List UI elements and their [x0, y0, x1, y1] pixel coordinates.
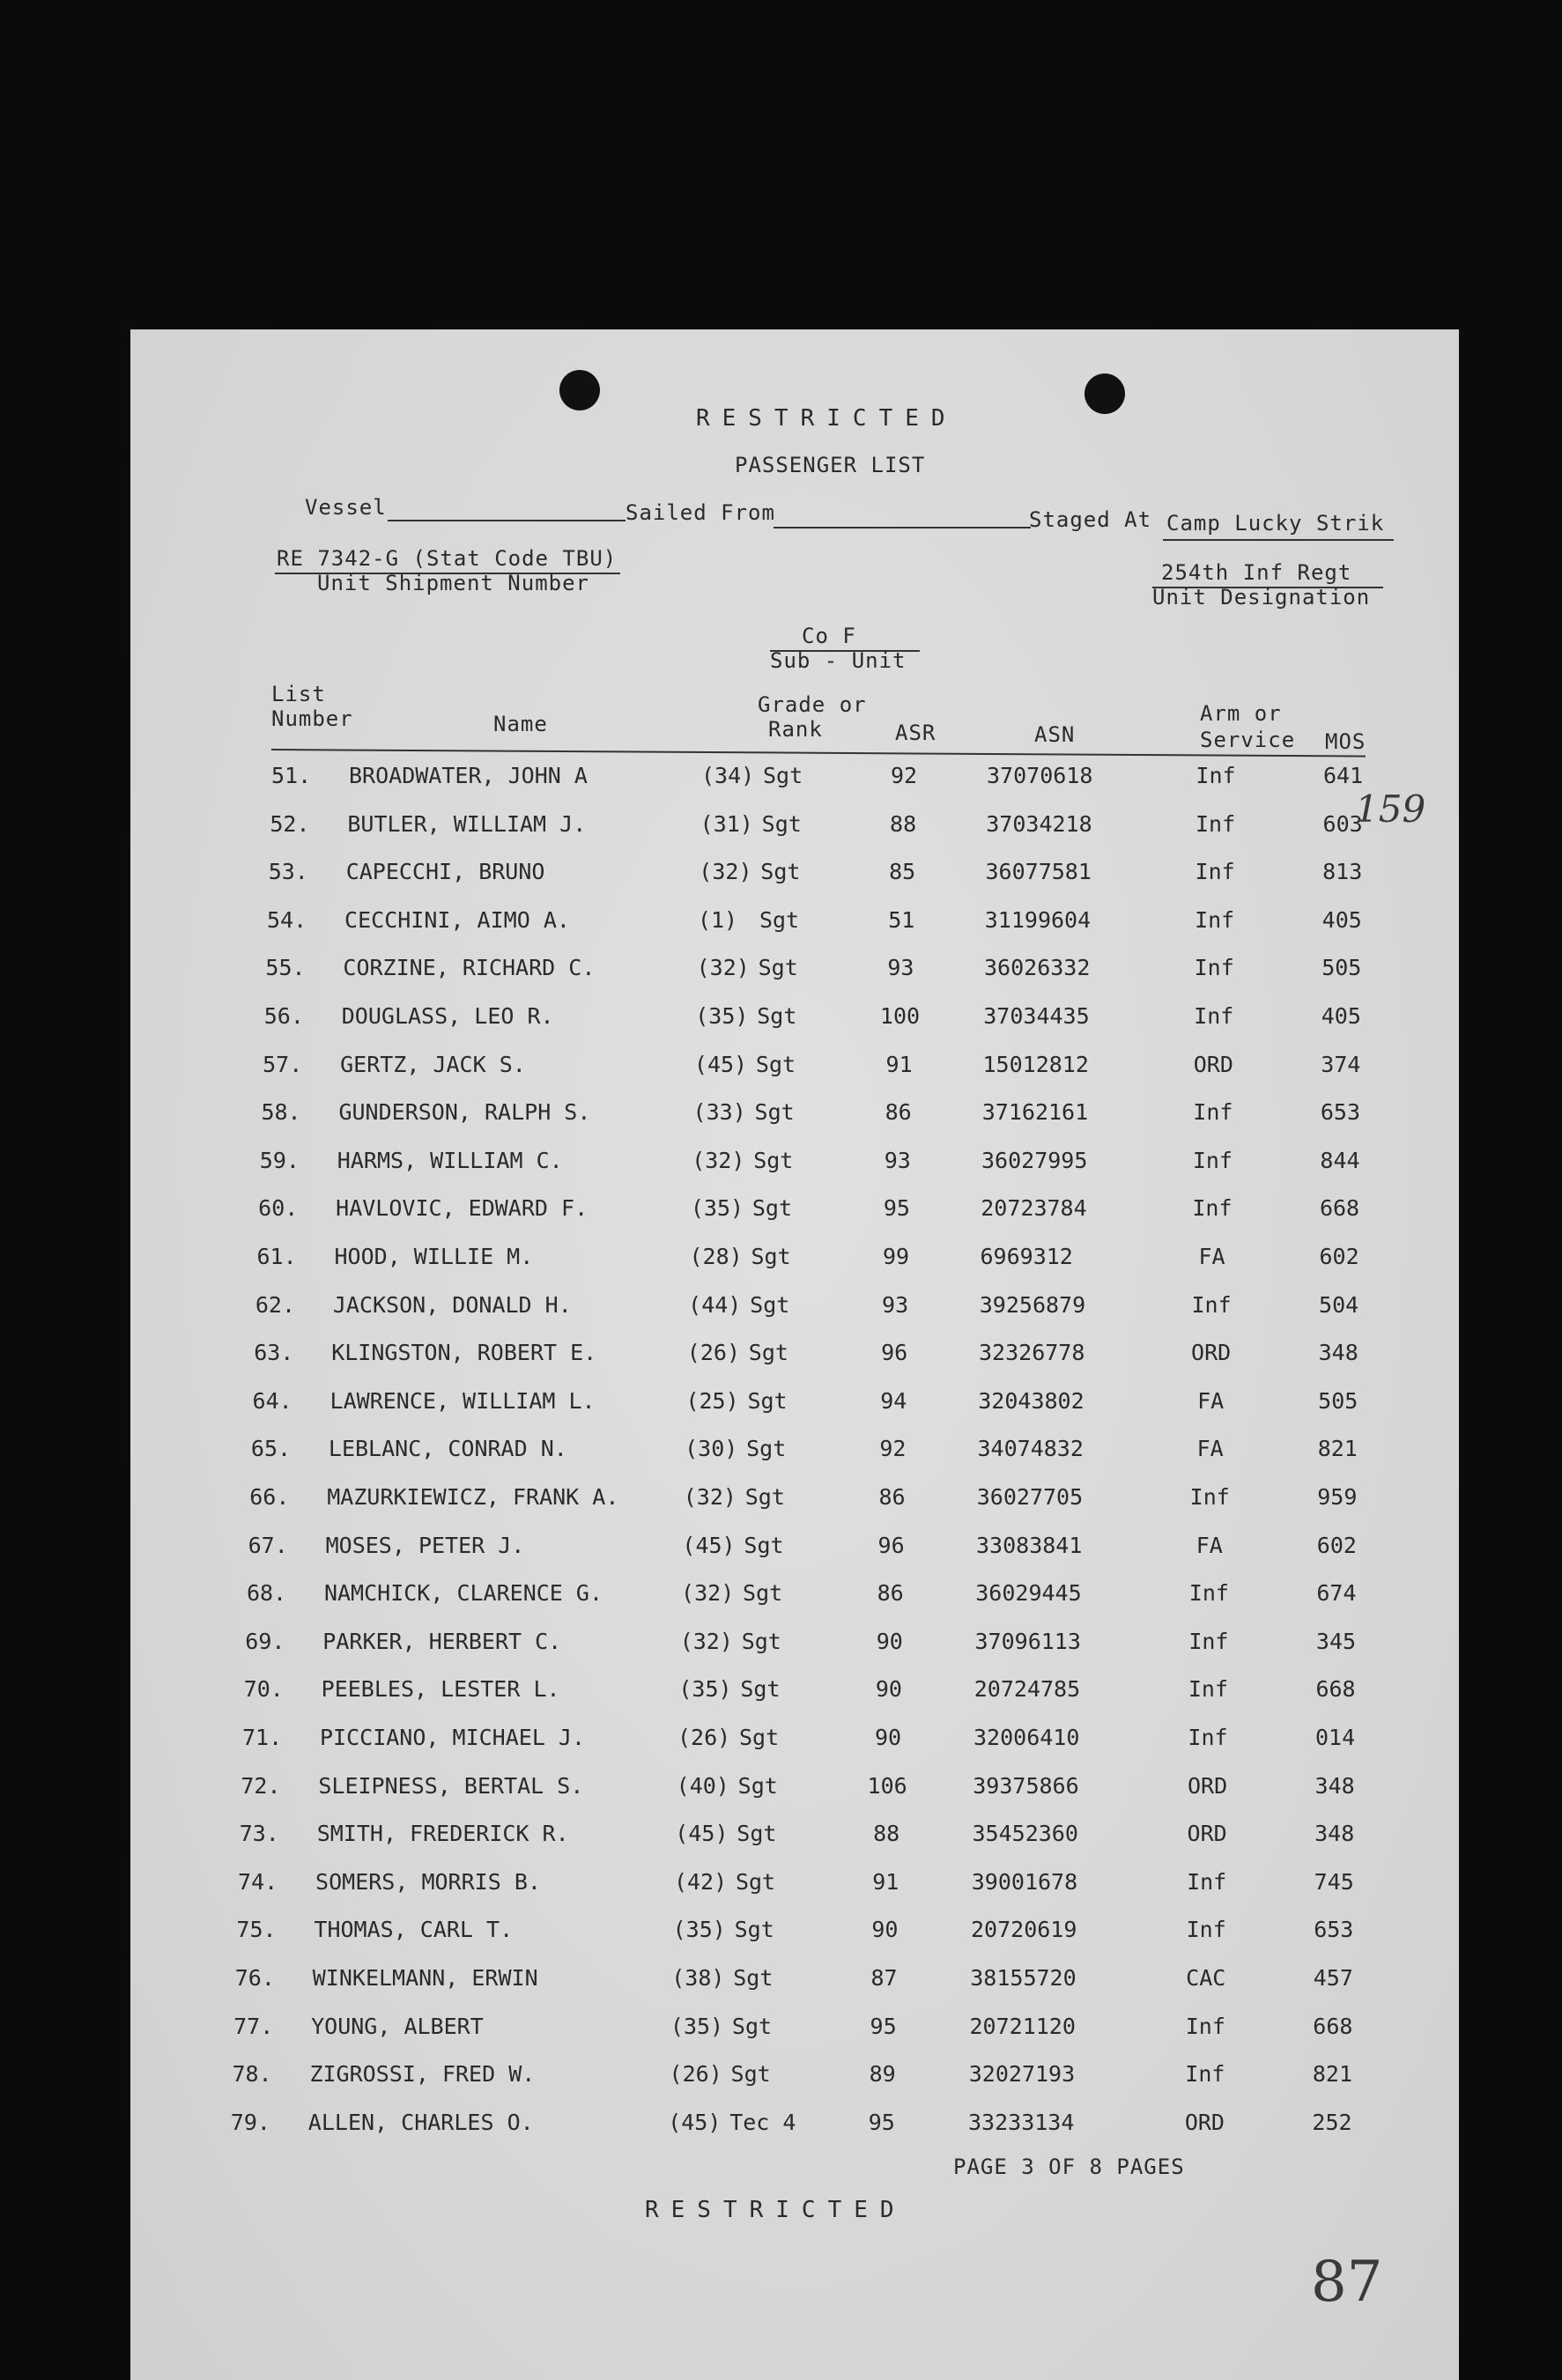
row-asr: 96	[877, 1532, 905, 1558]
row-number: 55.	[265, 955, 306, 981]
row-asr: 91	[885, 1051, 913, 1077]
row-asr: 100	[879, 1003, 921, 1029]
row-number: 63.	[254, 1340, 294, 1366]
row-asr: 93	[882, 1291, 909, 1318]
row-rank: Sgt	[748, 1340, 788, 1366]
row-arm: FA	[1197, 1387, 1225, 1414]
row-arm: Inf	[1191, 1291, 1232, 1318]
row-number: 53.	[268, 859, 308, 885]
row-name: PEEBLES, LESTER L.	[321, 1676, 560, 1703]
row-number: 59.	[259, 1147, 300, 1173]
row-grade-code: (32)	[696, 955, 750, 981]
row-asr: 92	[879, 1436, 907, 1462]
row-name: CORZINE, RICHARD C.	[343, 955, 596, 981]
row-grade-code: (38)	[671, 1965, 725, 1991]
row-asr: 88	[873, 1821, 900, 1847]
row-asr: 86	[878, 1484, 906, 1510]
row-asn: 34074832	[977, 1436, 1084, 1462]
row-asr: 90	[871, 1917, 899, 1943]
row-mos: 348	[1314, 1772, 1355, 1799]
sub-unit-label: Sub - Unit	[770, 648, 907, 673]
row-arm: ORD	[1184, 2109, 1225, 2135]
row-rank: Sgt	[731, 2013, 773, 2039]
row-rank: Sgt	[755, 1051, 796, 1077]
row-asn: 33233134	[968, 2109, 1075, 2135]
row-rank: Sgt	[759, 906, 800, 933]
row-grade-code: (45)	[668, 2109, 722, 2135]
row-number: 65.	[250, 1436, 292, 1462]
row-asr: 94	[880, 1387, 907, 1414]
row-grade-code: (45)	[675, 1821, 729, 1847]
row-asr: 90	[875, 1676, 902, 1703]
row-asr: 86	[885, 1099, 912, 1126]
row-mos: 745	[1314, 1868, 1354, 1895]
row-mos: 668	[1319, 1195, 1360, 1222]
row-asr: 51	[888, 906, 915, 933]
row-grade-code: (42)	[673, 1868, 728, 1895]
row-rank: Sgt	[757, 1003, 797, 1029]
row-asr: 95	[870, 2013, 897, 2039]
row-rank: Sgt	[735, 1868, 776, 1895]
row-arm: Inf	[1195, 859, 1235, 885]
row-rank: Sgt	[730, 2061, 771, 2088]
row-asn: 32027193	[968, 2061, 1076, 2088]
row-rank: Sgt	[754, 1099, 795, 1126]
sailed-from-blank	[774, 527, 1031, 528]
row-rank: Sgt	[750, 1291, 790, 1318]
row-number: 60.	[258, 1195, 299, 1222]
handwritten-number: 87	[1311, 2250, 1383, 2315]
row-mos: 844	[1320, 1147, 1360, 1173]
row-rank: Sgt	[751, 1195, 792, 1222]
row-rank: Sgt	[737, 1772, 778, 1799]
row-mos: 505	[1318, 1387, 1358, 1414]
row-mos: 653	[1314, 1917, 1354, 1943]
page-indicator: PAGE 3 OF 8 PAGES	[953, 2155, 1185, 2179]
row-grade-code: (32)	[681, 1580, 735, 1607]
row-asn: 37034218	[986, 810, 1092, 837]
restricted-top: RESTRICTED	[696, 405, 958, 432]
row-asn: 20721120	[969, 2013, 1076, 2039]
row-arm: Inf	[1189, 1484, 1230, 1510]
row-arm: Inf	[1194, 955, 1234, 981]
row-name: HAVLOVIC, EDWARD F.	[336, 1195, 589, 1222]
row-grade-code: (35)	[670, 2013, 724, 2039]
row-asn: 36026332	[984, 955, 1091, 981]
row-asr: 95	[868, 2109, 895, 2135]
row-rank: Sgt	[743, 1580, 783, 1607]
row-name: HARMS, WILLIAM C.	[337, 1147, 563, 1173]
row-asn: 32326778	[979, 1340, 1085, 1366]
row-asn: 35452360	[972, 1821, 1078, 1847]
row-grade-code: (40)	[676, 1772, 729, 1799]
row-grade-code: (33)	[692, 1099, 746, 1126]
row-asr: 88	[890, 810, 917, 837]
row-asn: 20723784	[981, 1195, 1087, 1222]
row-mos: 014	[1315, 1725, 1356, 1750]
row-number: 69.	[245, 1628, 285, 1654]
row-asn: 39001678	[971, 1868, 1078, 1895]
row-number: 58.	[261, 1099, 301, 1126]
col-grade-1: Grade or	[758, 692, 867, 717]
row-asr: 86	[877, 1580, 904, 1607]
col-list-2: Number	[271, 706, 353, 731]
document-page	[130, 329, 1459, 2380]
row-mos: 345	[1315, 1628, 1357, 1654]
row-number: 52.	[270, 810, 310, 837]
row-asn: 36027995	[981, 1147, 1088, 1173]
row-number: 72.	[241, 1772, 281, 1799]
row-asn: 36029445	[975, 1580, 1082, 1607]
row-grade-code: (35)	[690, 1195, 744, 1222]
row-name: SLEIPNESS, BERTAL S.	[318, 1772, 584, 1799]
row-grade-code: (35)	[672, 1917, 726, 1943]
row-number: 73.	[239, 1821, 279, 1847]
row-rank: Sgt	[744, 1532, 784, 1558]
vessel-blank	[388, 520, 626, 521]
row-mos: 674	[1316, 1580, 1357, 1607]
row-rank: Sgt	[751, 1244, 791, 1269]
row-name: CAPECCHI, BRUNO	[345, 859, 545, 885]
row-arm: Inf	[1188, 1725, 1228, 1750]
vessel-label: Vessel	[305, 495, 387, 520]
row-name: YOUNG, ALBERT	[311, 2013, 484, 2039]
row-grade-code: (26)	[669, 2061, 722, 2088]
row-name: ALLEN, CHARLES O.	[307, 2109, 534, 2135]
row-asn: 38155720	[970, 1965, 1077, 1991]
row-number: 62.	[255, 1291, 295, 1318]
row-mos: 959	[1317, 1484, 1358, 1510]
row-arm: Inf	[1193, 1099, 1233, 1126]
row-mos: 821	[1312, 2061, 1352, 2088]
row-grade-code: (35)	[678, 1676, 732, 1703]
row-arm: Inf	[1196, 763, 1236, 788]
row-number: 71.	[242, 1725, 283, 1750]
row-mos: 602	[1319, 1244, 1359, 1269]
row-grade-code: (32)	[679, 1628, 733, 1654]
row-name: SMITH, FREDERICK R.	[316, 1821, 569, 1847]
row-name: MOSES, PETER J.	[325, 1532, 525, 1558]
row-grade-code: (1)	[697, 906, 738, 933]
row-number: 74.	[238, 1868, 278, 1895]
row-arm: Inf	[1195, 906, 1235, 933]
row-asn: 15012812	[982, 1051, 1089, 1077]
row-arm: Inf	[1187, 1868, 1227, 1895]
row-rank: Tec 4	[729, 2109, 796, 2135]
row-mos: 252	[1312, 2109, 1352, 2135]
row-asr: 95	[883, 1195, 910, 1222]
row-number: 67.	[248, 1532, 288, 1558]
row-rank: Sgt	[744, 1484, 785, 1510]
row-asn: 36077581	[985, 859, 1092, 885]
punch-hole-left	[559, 370, 600, 410]
row-mos: 348	[1314, 1821, 1355, 1847]
row-rank: Sgt	[740, 1676, 781, 1703]
row-name: NAMCHICK, CLARENCE G.	[323, 1580, 603, 1607]
row-rank: Sgt	[763, 763, 803, 788]
staged-at-line	[1163, 539, 1394, 541]
shipment-number-value: RE 7342-G (Stat Code TBU)	[277, 546, 618, 571]
row-name: DOUGLASS, LEO R.	[341, 1003, 554, 1029]
row-arm: FA	[1196, 1532, 1223, 1558]
row-arm: ORD	[1187, 1821, 1227, 1847]
row-asn: 37162161	[981, 1099, 1089, 1126]
row-number: 68.	[246, 1580, 287, 1607]
row-number: 56.	[263, 1003, 304, 1029]
row-asn: 20724785	[973, 1676, 1081, 1703]
row-rank: Sgt	[758, 955, 798, 981]
row-rank: Sgt	[747, 1387, 788, 1414]
passenger-list-title: PASSENGER LIST	[735, 453, 926, 477]
row-name: PARKER, HERBERT C.	[322, 1628, 562, 1654]
row-asn: 20720619	[971, 1917, 1077, 1943]
col-arm-1: Arm or	[1200, 701, 1282, 726]
restricted-bottom: RESTRICTED	[645, 2197, 907, 2223]
row-mos: 668	[1315, 1676, 1356, 1703]
row-arm: Inf	[1188, 1628, 1229, 1654]
col-asn: ASN	[1034, 722, 1076, 747]
row-name: ZIGROSSI, FRED W.	[309, 2061, 536, 2088]
row-asr: 99	[882, 1244, 910, 1269]
row-grade-code: (45)	[682, 1532, 736, 1558]
row-mos: 405	[1321, 906, 1362, 933]
row-arm: ORD	[1191, 1340, 1232, 1366]
row-mos: 641	[1323, 763, 1364, 788]
row-mos: 821	[1317, 1436, 1358, 1462]
row-arm: Inf	[1195, 810, 1236, 837]
col-name: Name	[493, 712, 548, 736]
row-mos: 603	[1322, 810, 1363, 837]
row-grade-code: (44)	[688, 1291, 742, 1318]
row-arm: Inf	[1185, 2013, 1225, 2039]
row-name: JACKSON, DONALD H.	[332, 1291, 572, 1318]
row-name: LEBLANC, CONRAD N.	[328, 1436, 567, 1462]
row-arm: CAC	[1186, 1965, 1226, 1991]
row-asn: 39375866	[973, 1772, 1079, 1799]
row-asn: 37034435	[983, 1003, 1090, 1029]
row-number: 70.	[243, 1676, 284, 1703]
row-grade-code: (28)	[689, 1244, 743, 1269]
row-asr: 106	[867, 1772, 907, 1799]
row-arm: Inf	[1192, 1147, 1233, 1173]
row-grade-code: (25)	[685, 1387, 739, 1414]
row-arm: Inf	[1188, 1580, 1229, 1607]
col-mos: MOS	[1325, 729, 1366, 754]
row-name: CECCHINI, AIMO A.	[344, 906, 570, 933]
row-rank: Sgt	[761, 810, 802, 837]
sub-unit-value: Co F	[802, 624, 856, 648]
staged-at-label: Staged At	[1029, 507, 1152, 532]
row-mos: 504	[1319, 1291, 1359, 1318]
row-asn: 32043802	[978, 1387, 1085, 1414]
row-grade-code: (32)	[692, 1147, 745, 1173]
row-asr: 89	[869, 2061, 896, 2088]
row-mos: 348	[1318, 1340, 1358, 1366]
row-rank: Sgt	[734, 1917, 774, 1943]
row-arm: FA	[1198, 1244, 1225, 1269]
row-number: 64.	[252, 1387, 292, 1414]
row-rank: Sgt	[739, 1725, 780, 1750]
stamp-number: 159	[1355, 787, 1426, 831]
row-number: 77.	[233, 2013, 274, 2039]
row-asn: 31199604	[984, 906, 1092, 933]
row-arm: Inf	[1194, 1003, 1234, 1029]
row-mos: 505	[1321, 955, 1362, 981]
row-name: HOOD, WILLIE M.	[334, 1244, 534, 1269]
col-list-1: List	[271, 682, 326, 706]
row-number: 57.	[263, 1051, 303, 1077]
row-rank: Sgt	[760, 859, 801, 885]
row-asn: 32006410	[973, 1725, 1080, 1750]
row-mos: 653	[1320, 1099, 1360, 1126]
row-asn: 37070618	[987, 763, 1093, 788]
col-arm-2: Service	[1200, 728, 1296, 752]
row-grade-code: (35)	[695, 1003, 749, 1029]
row-asr: 85	[889, 859, 916, 885]
row-name: GUNDERSON, RALPH S.	[338, 1099, 591, 1126]
sailed-from-label: Sailed From	[626, 500, 775, 525]
row-rank: Sgt	[737, 1821, 777, 1847]
row-grade-code: (34)	[701, 763, 755, 788]
unit-designation-value: 254th Inf Regt	[1161, 560, 1352, 585]
row-rank: Sgt	[733, 1965, 774, 1991]
row-mos: 668	[1313, 2013, 1353, 2039]
row-asr: 92	[890, 763, 918, 788]
row-number: 76.	[234, 1965, 275, 1991]
row-mos: 374	[1321, 1051, 1361, 1077]
row-name: LAWRENCE, WILLIAM L.	[329, 1387, 596, 1414]
row-asn: 6969312	[980, 1244, 1073, 1269]
row-number: 54.	[267, 906, 307, 933]
row-arm: ORD	[1187, 1772, 1228, 1799]
row-mos: 602	[1316, 1532, 1357, 1558]
row-name: SOMERS, MORRIS B.	[315, 1868, 541, 1895]
row-asr: 93	[884, 1147, 911, 1173]
row-number: 78.	[232, 2061, 272, 2088]
row-grade-code: (26)	[686, 1340, 741, 1366]
row-arm: Inf	[1185, 2061, 1225, 2088]
row-grade-code: (32)	[699, 859, 752, 885]
row-number: 61.	[256, 1244, 297, 1269]
row-name: KLINGSTON, ROBERT E.	[331, 1340, 597, 1366]
row-grade-code: (31)	[700, 810, 753, 837]
row-name: BROADWATER, JOHN A	[349, 763, 588, 788]
unit-designation-label: Unit Designation	[1152, 585, 1371, 610]
row-name: GERTZ, JACK S.	[340, 1051, 526, 1077]
row-name: THOMAS, CARL T.	[314, 1917, 514, 1943]
row-arm: FA	[1196, 1436, 1224, 1462]
row-asr: 90	[876, 1628, 903, 1654]
row-asn: 36027705	[976, 1484, 1084, 1510]
row-rank: Sgt	[741, 1628, 781, 1654]
row-name: BUTLER, WILLIAM J.	[347, 810, 587, 837]
row-name: WINKELMANN, ERWIN	[312, 1965, 538, 1991]
row-grade-code: (26)	[677, 1725, 731, 1750]
row-asr: 87	[870, 1965, 898, 1991]
row-arm: Inf	[1188, 1676, 1229, 1703]
row-asn: 37096113	[974, 1628, 1081, 1654]
row-asn: 33083841	[976, 1532, 1083, 1558]
col-grade-2: Rank	[768, 717, 823, 742]
row-asr: 91	[872, 1868, 899, 1895]
staged-at-value: Camp Lucky Strik	[1166, 511, 1385, 536]
row-number: 51.	[271, 763, 312, 788]
row-grade-code: (32)	[683, 1484, 737, 1510]
row-mos: 457	[1313, 1965, 1353, 1991]
shipment-number-label: Unit Shipment Number	[317, 571, 589, 595]
row-asr: 93	[887, 955, 914, 981]
row-arm: Inf	[1192, 1195, 1233, 1222]
row-name: PICCIANO, MICHAEL J.	[320, 1725, 586, 1750]
row-mos: 405	[1321, 1003, 1361, 1029]
row-grade-code: (45)	[693, 1051, 748, 1077]
row-name: MAZURKIEWICZ, FRANK A.	[327, 1484, 619, 1510]
row-mos: 813	[1322, 859, 1363, 885]
row-number: 79.	[230, 2109, 270, 2135]
row-arm: ORD	[1193, 1051, 1233, 1077]
row-rank: Sgt	[753, 1147, 794, 1173]
row-number: 75.	[236, 1917, 277, 1943]
row-arm: Inf	[1186, 1917, 1226, 1943]
row-number: 66.	[249, 1484, 290, 1510]
row-asr: 90	[874, 1725, 902, 1750]
row-rank: Sgt	[746, 1436, 787, 1462]
row-grade-code: (30)	[685, 1436, 738, 1462]
row-asn: 39256879	[979, 1291, 1086, 1318]
col-asr: ASR	[895, 721, 936, 745]
punch-hole-right	[1085, 373, 1125, 414]
row-asr: 96	[881, 1340, 908, 1366]
